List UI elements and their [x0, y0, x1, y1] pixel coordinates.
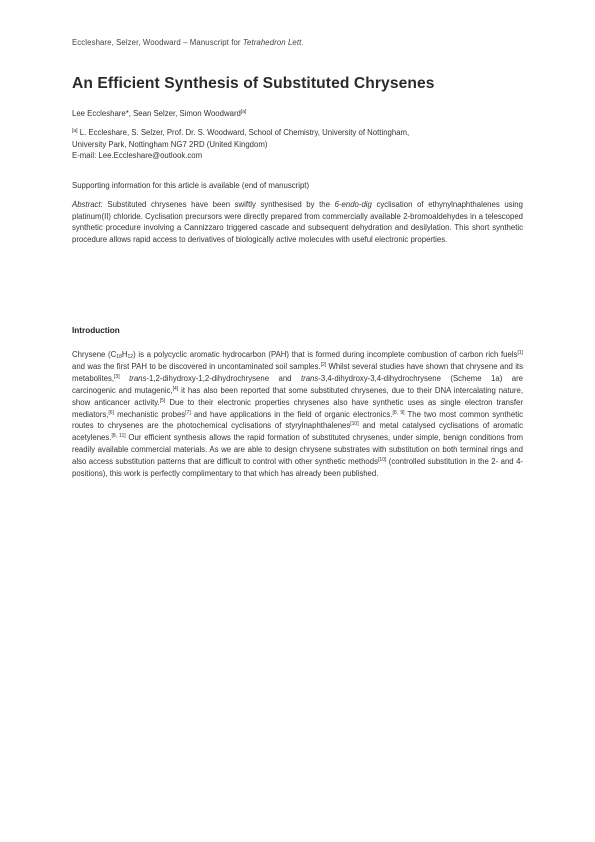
citation-ref: [7] — [185, 409, 191, 416]
citation-ref: [8, 9] — [392, 409, 405, 416]
affiliation-line-2: University Park, Nottingham NG7 2RD (United Kingdom) — [72, 139, 268, 149]
citation-ref: [3] — [114, 373, 120, 380]
citation-ref: [10] — [350, 421, 359, 428]
running-header-journal: Tetrahedron Lett. — [242, 38, 304, 47]
affiliation-marker: [a] — [72, 128, 78, 134]
author-line — [72, 108, 523, 120]
abstract: Abstract: Substituted chrysenes have been swiftly synthesised by the 6-endo-dig cyclisation of ethynylnaphthalenes using platinum(II) chloride. Cyclisation precursors were directly prepared from commercially available 2-bromoaldehydes in a telescoped synthetic procedure involving a Cannizzaro triggered cascade and subsequent dehydration and desilylation. This short synthetic procedure allows rapid access to derivatives of biologically active molecules with useful electronic properties. — [72, 200, 523, 244]
citation-ref: [10] — [378, 457, 387, 464]
introduction-paragraph: Chrysene $(C_{18}H_{12})$ is a polycyclic aromatic hydrocarbon (PAH) that is formed during incomplete combustion of carbon rich fuels[1] and was the first PAH to be discovered in uncontaminated soil samples.[2] Whilst several studies have shown that chrysene and its metabolites,[3] trans-1,2-dihydroxy-1,2-dihydrochrysene and trans-3,4-dihydroxy-3,4-dihydrochrysene (Scheme 1a) are carcinogenic and mutagenic,[4] it has also been reported that some substituted chrysenes, due to their DNA intercalating nature, show anticancer activity.[5] Due to their electronic properties chrysenes also have synthetic uses as single electron transfer mediators,[6] mechanistic probes[7] and have applications in the field of organic electronics.[8, 9] The two most common synthetic routes to chrysenes are the photochemical cyclisations of styrylnaphthalenes[10] and metal catalysed cyclisations of aromatic acetylenes.[8, 11] Our efficient synthesis allows the rapid formation of substituted chrysenes, under simple, benign conditions from readily available commercial materials. As we are able to design chrysene substrates with substitution on both terminal rings and also access substitution patterns that are difficult to control with other synthetic methods[10] (controlled substitution in the 2- and 4-positions), this work is perfectly complimentary to that which has already been published. — [72, 350, 524, 479]
introduction-heading: Introduction — [72, 326, 120, 335]
author-names: Lee Eccleshare*, Sean Selzer, Simon Woodward — [72, 109, 241, 118]
citation-ref: [5] — [159, 397, 166, 404]
paper-title: An Efficient Synthesis of Substituted Chrysenes — [72, 75, 435, 92]
affiliation-email: E-mail: Lee.Eccleshare@outlook.com — [72, 151, 203, 160]
affiliation-block — [72, 127, 523, 162]
citation-ref: [8, 11] — [111, 433, 126, 440]
citation-ref: [4] — [172, 385, 179, 392]
supporting-info-note: Supporting information for this article is available (end of manuscript) — [72, 181, 310, 190]
abstract-label: Abstract: — [72, 200, 103, 209]
affiliation-line-1: [a] L. Eccleshare, S. Selzer, Prof. Dr. S. Woodward, School of Chemistry, University of Nottingham, — [72, 128, 410, 137]
author-affiliation-marker: [a] — [240, 109, 247, 115]
citation-ref: [2] — [320, 361, 327, 368]
running-header-authors: Eccleshare, Selzer, Woodward – Manuscript for — [72, 38, 243, 47]
citation-ref: [6] — [108, 409, 114, 416]
citation-ref: [1] — [517, 350, 524, 356]
running-header — [72, 38, 304, 47]
